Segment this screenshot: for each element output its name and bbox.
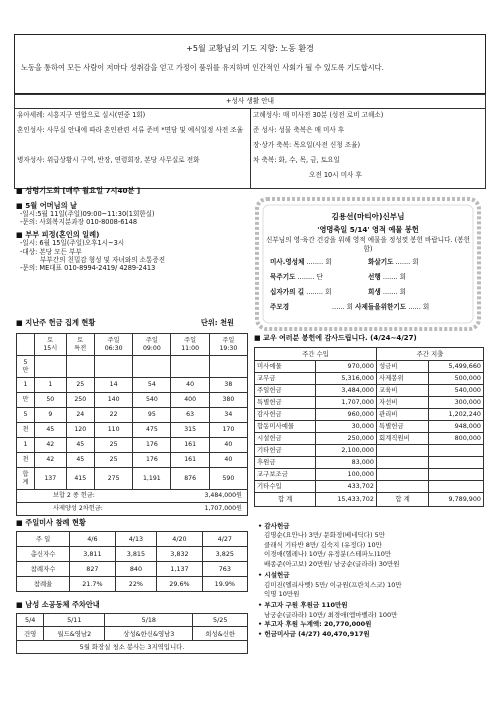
table-row: 후원금 83,000 bbox=[255, 456, 484, 468]
sunday-attendance-section bbox=[16, 518, 248, 592]
col-header bbox=[17, 334, 35, 356]
donations-title: • 감사헌금 bbox=[258, 522, 290, 530]
sacrament-table bbox=[14, 94, 486, 189]
table-row: 1 1 25 14 54 40 38 bbox=[17, 378, 248, 393]
offering-count-unit: 단위: 천원 bbox=[200, 318, 234, 327]
event2-title: ■ 부부 피정(혼인의 일례) bbox=[16, 230, 100, 240]
prayer-title bbox=[21, 44, 479, 54]
sacrament-left-item: 병자성사: 위급상황시 구역, 반장, 연령회장, 본당 사무실로 전화 bbox=[17, 156, 200, 164]
sacrament-right-item: 차 축복: 화, 수, 목, 금, 토요일 bbox=[253, 156, 340, 164]
prayer-box bbox=[14, 34, 486, 94]
donations-line: 김미진(엘리사벳) 5만/ 이규원(프란치스코) 10만 bbox=[264, 580, 402, 589]
donations-line: 김명순(요안나) 3만/ 문화정(베네딕다) 5만 bbox=[264, 531, 385, 540]
sacrament-right bbox=[251, 109, 486, 189]
memorial-item: 미사.영성체 ........ 회 bbox=[270, 258, 332, 266]
table-row: 총신자수 3,811 3,815 3,832 3,825 bbox=[17, 547, 248, 562]
finance-table: 주간 수입 주간 지출 미사예물 970,000 성금비 5,499,660 교무금 5,316,000 사제봉위 500,000 주일헌금 3,484,000 교육비 540,000 특별헌금 1,707,000 자선비 300,000 감사헌금 960,000 관리비 1,202,240 합동미사예물 30,000 특별헌금 948,000 시설헌금 250,000 회계직원비 800,000 기타헌금 2,100,000 후원금 83,000 교구보조금 100,000 기타수입 433,702 합 계 15,433,702 합 계 9,789,900 bbox=[254, 347, 484, 507]
donations-title: • 시설헌금 bbox=[258, 571, 290, 580]
total-row: 사제양성 2차헌금: 1,707,000원 bbox=[17, 503, 248, 516]
sacrament-left bbox=[15, 109, 251, 189]
table-row: 건영 월드&영남2 상성&한신&영남3 희성&신한 bbox=[17, 627, 248, 641]
donations-line: 이경애(헬레나) 10만/ 유정분(스테파노)10만 bbox=[264, 550, 392, 559]
total-row: 보합 2 종 헌금: 3,484,000원 bbox=[17, 490, 248, 503]
spiritual-bouquet-box bbox=[254, 196, 482, 332]
table-row: 1 42 45 25 176 161 40 bbox=[17, 438, 248, 453]
col-header: 주일 09:00 bbox=[133, 334, 171, 356]
event2-line: -일시: 6월 15일(주일)오후1시~3시 bbox=[20, 239, 125, 248]
memorial-item: 선행 ....... 회 bbox=[368, 273, 406, 281]
event1-line: -문의: 사회복지분과장 010-8008-6148 bbox=[20, 218, 138, 227]
memorial-item: 희생 ....... 회 bbox=[368, 288, 406, 296]
sacrament-right-item: 오전 10시 미사 후 bbox=[309, 171, 362, 179]
memorial-item: ...... 회 사제들을위한기도 ...... 회 bbox=[332, 303, 430, 311]
finance-section bbox=[254, 334, 484, 507]
donations-line: 남궁순(글라라) 10만/ 최경애(엠마벨라) 100만 bbox=[264, 610, 398, 619]
donations-line: 클래식 기타반 8만/ 김숙지 (유정다) 10만 bbox=[264, 540, 382, 549]
sacrament-header: +성사 생활 안내 bbox=[15, 95, 486, 109]
table-row: 5 9 24 22 95 63 34 bbox=[17, 408, 248, 423]
table-row: 참례율 21.7% 22% 29.6% 19.9% bbox=[17, 577, 248, 592]
table-row: 천 42 45 25 176 161 40 bbox=[17, 453, 248, 468]
cleaning-note: 5월 화장실 청소 봉사는 3지역입니다. bbox=[17, 641, 248, 654]
table-row: 기타수입 433,702 bbox=[255, 480, 484, 492]
sacrament-right-item: 준 성사: 성물 축복은 매 미사 후 bbox=[253, 126, 345, 134]
table-row: 합 계 137 415 275 1,191 876 590 bbox=[17, 468, 248, 490]
table-row: 참례자수 827 840 1,137 763 bbox=[17, 562, 248, 577]
sacrament-left-item: 혼인성사: 사무실 안내에 따라 혼인관련 서류 준비 *면담 및 예식일정 사전 조율 bbox=[17, 126, 244, 134]
parking-section bbox=[16, 600, 248, 654]
sacrament-section bbox=[14, 94, 486, 189]
col-header: 토 15시 bbox=[35, 334, 67, 356]
col-header: 주일 06:30 bbox=[94, 334, 132, 356]
memorial-subtitle: '영명축일 5/14' 영적 예물 봉헌 bbox=[317, 225, 419, 235]
table-row: 감사헌금 960,000 관리비 1,202,240 bbox=[255, 408, 484, 420]
offering-count-title: ■ 지난주 헌금 집계 현황 bbox=[16, 318, 96, 327]
donations-line: 배종준(아고보) 20만원/ 남궁순(글라라) 30만원 bbox=[264, 559, 400, 568]
event1-line: -일시:5월 11일(주일)09:00~11:30(1회한실) bbox=[20, 210, 155, 218]
finance-title: ■ 교우 여러분 봉헌에 감사드립니다. (4/24~4/27) bbox=[254, 334, 417, 342]
announcements bbox=[16, 186, 250, 272]
donations-title: • 부고자 후원 누계액: 20,770,000원 bbox=[258, 620, 372, 629]
col-header: 주일 11:00 bbox=[171, 334, 209, 356]
offering-count-table bbox=[16, 333, 248, 516]
table-row: 교무금 5,316,000 사제봉위 500,000 bbox=[255, 372, 484, 384]
table-row: 시설헌금 250,000 회계직원비 800,000 bbox=[255, 432, 484, 444]
prayer-title-prefix: +5월 교황님의 기도 지향: bbox=[186, 44, 281, 53]
sunday-attendance-table: 주 일 4/6 4/13 4/20 4/27 총신자수 3,811 3,815 3,832 3,825 참례자수 827 840 1,137 763 참례율 21.7% 22% 29.6% 19.9% bbox=[16, 531, 248, 592]
donations-section bbox=[258, 522, 484, 639]
study-title: ■ 성령기도회 [매주 월요일 7시40분 ] bbox=[16, 186, 141, 195]
donations-title: • 헌금미사금 (4/27) 40,470,917원 bbox=[258, 629, 370, 638]
memorial-items bbox=[270, 258, 466, 318]
memorial-item: 화살기도 ....... 회 bbox=[368, 258, 419, 266]
sacrament-right-item: 고해성사: 매 미사전 30분 (성전 로비 고해소) bbox=[253, 111, 384, 119]
table-row: 교구보조금 100,000 bbox=[255, 468, 484, 480]
table-row: 합동미사예물 30,000 특별헌금 948,000 bbox=[255, 420, 484, 432]
total-row: 합 계 15,433,702 합 계 9,789,900 bbox=[255, 492, 484, 506]
col-header: 주일 19:30 bbox=[209, 334, 247, 356]
parking-title: ■ 남성 소공동체 주차안내 bbox=[16, 600, 100, 609]
table-row: 천 45 120 110 475 315 170 bbox=[17, 423, 248, 438]
donations-title: • 부고자 구원 후원금 110만원 bbox=[258, 601, 348, 610]
event1-title: ■ 5월 어머님의 날 bbox=[16, 201, 77, 210]
event2-line: 부부간의 친밀감 형성 및 자녀와의 소통증진 bbox=[40, 255, 166, 264]
table-row: 만 50 250 140 540 400 380 bbox=[17, 393, 248, 408]
table-row: 기타헌금 2,100,000 bbox=[255, 444, 484, 456]
memorial-text: 신부님의 영·육간 건강을 위해 영적 예물을 정성껏 봉헌 바랍니다. (봉헌함) bbox=[266, 236, 470, 253]
table-row: 주일헌금 3,484,000 교육비 540,000 bbox=[255, 384, 484, 396]
col-header: 토 특전 bbox=[66, 334, 94, 356]
memorial-title: 김용선(마티아)신부님 bbox=[331, 212, 405, 221]
table-row: 미사예물 970,000 성금비 5,499,660 bbox=[255, 360, 484, 372]
donations-line: 익명 10만원 bbox=[264, 589, 300, 598]
prayer-text: 노동을 통하여 모든 사람이 저마다 성취감을 얻고 가정이 품위를 유지하며 인간적인 사회가 될 수 있도록 기도합시다. bbox=[21, 63, 384, 72]
sunday-attendance-title: ■ 주일미사 참례 현황 bbox=[16, 518, 86, 527]
prayer-title-topic: 노동 환경 bbox=[280, 44, 314, 53]
event2-line: -문의: ME대표 010-8994-2419/ 4289-2413 bbox=[20, 264, 156, 273]
memorial-item: 주모경 bbox=[270, 303, 290, 311]
parking-table: 5/4 5/11 5/18 5/25 건영 월드&영남2 상성&한신&영남3 희성&신한 5월 화장실 청소 봉사는 3지역입니다. bbox=[16, 613, 248, 654]
sacrament-left-item: 유아세례: 시흥지구 연합으로 실시(연중 1회) bbox=[17, 111, 146, 119]
table-row: 특별헌금 1,707,000 자선비 300,000 bbox=[255, 396, 484, 408]
row-label: 5 만 bbox=[17, 356, 35, 378]
event2-line: -대상: 본당 모든 부부 bbox=[20, 247, 82, 256]
sacrament-right-item: 장·상가 축복: 목요일(사전 신청 조율) bbox=[253, 141, 361, 149]
memorial-item: 십자가의 길 ........ 회 bbox=[270, 288, 332, 296]
memorial-item: 묵주기도 ........ 단 bbox=[270, 273, 323, 281]
offering-count-section bbox=[16, 318, 248, 516]
